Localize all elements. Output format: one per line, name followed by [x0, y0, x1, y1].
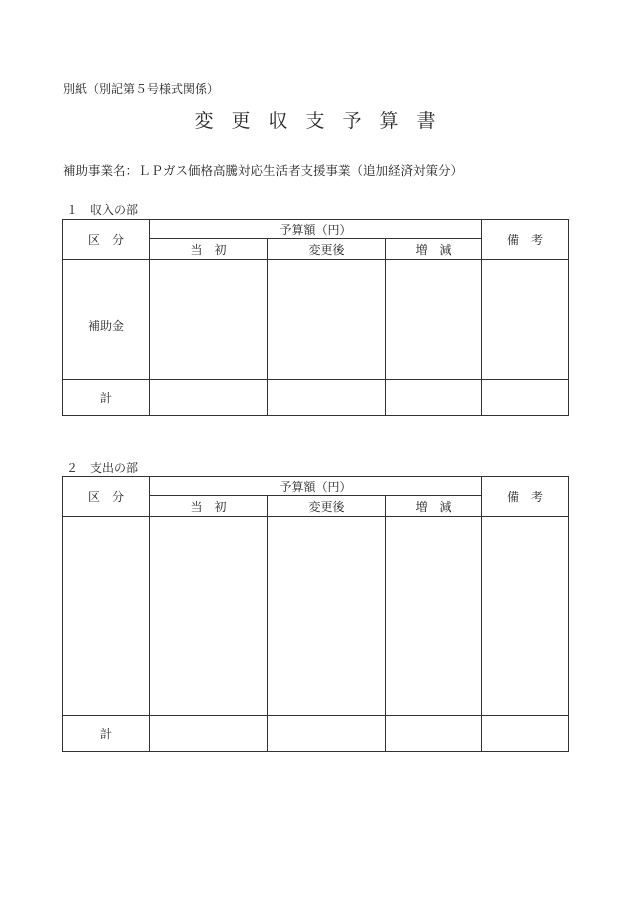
header-initial: 当 初 — [150, 239, 268, 260]
cell-initial — [150, 260, 268, 380]
expense-section-heading: ２ 支出の部 — [66, 461, 139, 475]
header-initial: 当 初 — [150, 496, 268, 517]
total-remarks — [482, 716, 569, 752]
total-initial — [150, 380, 268, 416]
header-budget: 予算額（円） — [150, 220, 482, 239]
row-label-expense — [63, 517, 150, 716]
header-category: 区 分 — [63, 220, 150, 260]
cell-remarks — [482, 517, 569, 716]
header-change: 増 減 — [386, 496, 482, 517]
total-label: 計 — [63, 380, 150, 416]
income-section-heading: １ 収入の部 — [66, 203, 139, 217]
header-change: 増 減 — [386, 239, 482, 260]
total-after — [268, 716, 386, 752]
cell-after — [268, 260, 386, 380]
document-title: 変更収支予算書 — [194, 110, 454, 132]
header-budget: 予算額（円） — [150, 477, 482, 496]
header-remarks: 備 考 — [482, 220, 569, 260]
cell-change — [386, 260, 482, 380]
expense-table — [62, 476, 569, 752]
total-initial — [150, 716, 268, 752]
total-change — [386, 380, 482, 416]
income-table — [62, 219, 569, 416]
cell-after — [268, 517, 386, 716]
total-change — [386, 716, 482, 752]
header-after: 変更後 — [268, 496, 386, 517]
row-label-subsidy: 補助金 — [63, 260, 150, 380]
project-name: 補助事業名：ＬＰガス価格高騰対応生活者支援事業（追加経済対策分） — [63, 163, 464, 178]
cell-initial — [150, 517, 268, 716]
header-remarks: 備 考 — [482, 477, 569, 517]
total-label: 計 — [63, 716, 150, 752]
header-after: 変更後 — [268, 239, 386, 260]
appendix-reference: 別紙（別記第５号様式関係） — [63, 82, 220, 96]
total-after — [268, 380, 386, 416]
total-remarks — [482, 380, 569, 416]
header-category: 区 分 — [63, 477, 150, 517]
cell-change — [386, 517, 482, 716]
cell-remarks — [482, 260, 569, 380]
